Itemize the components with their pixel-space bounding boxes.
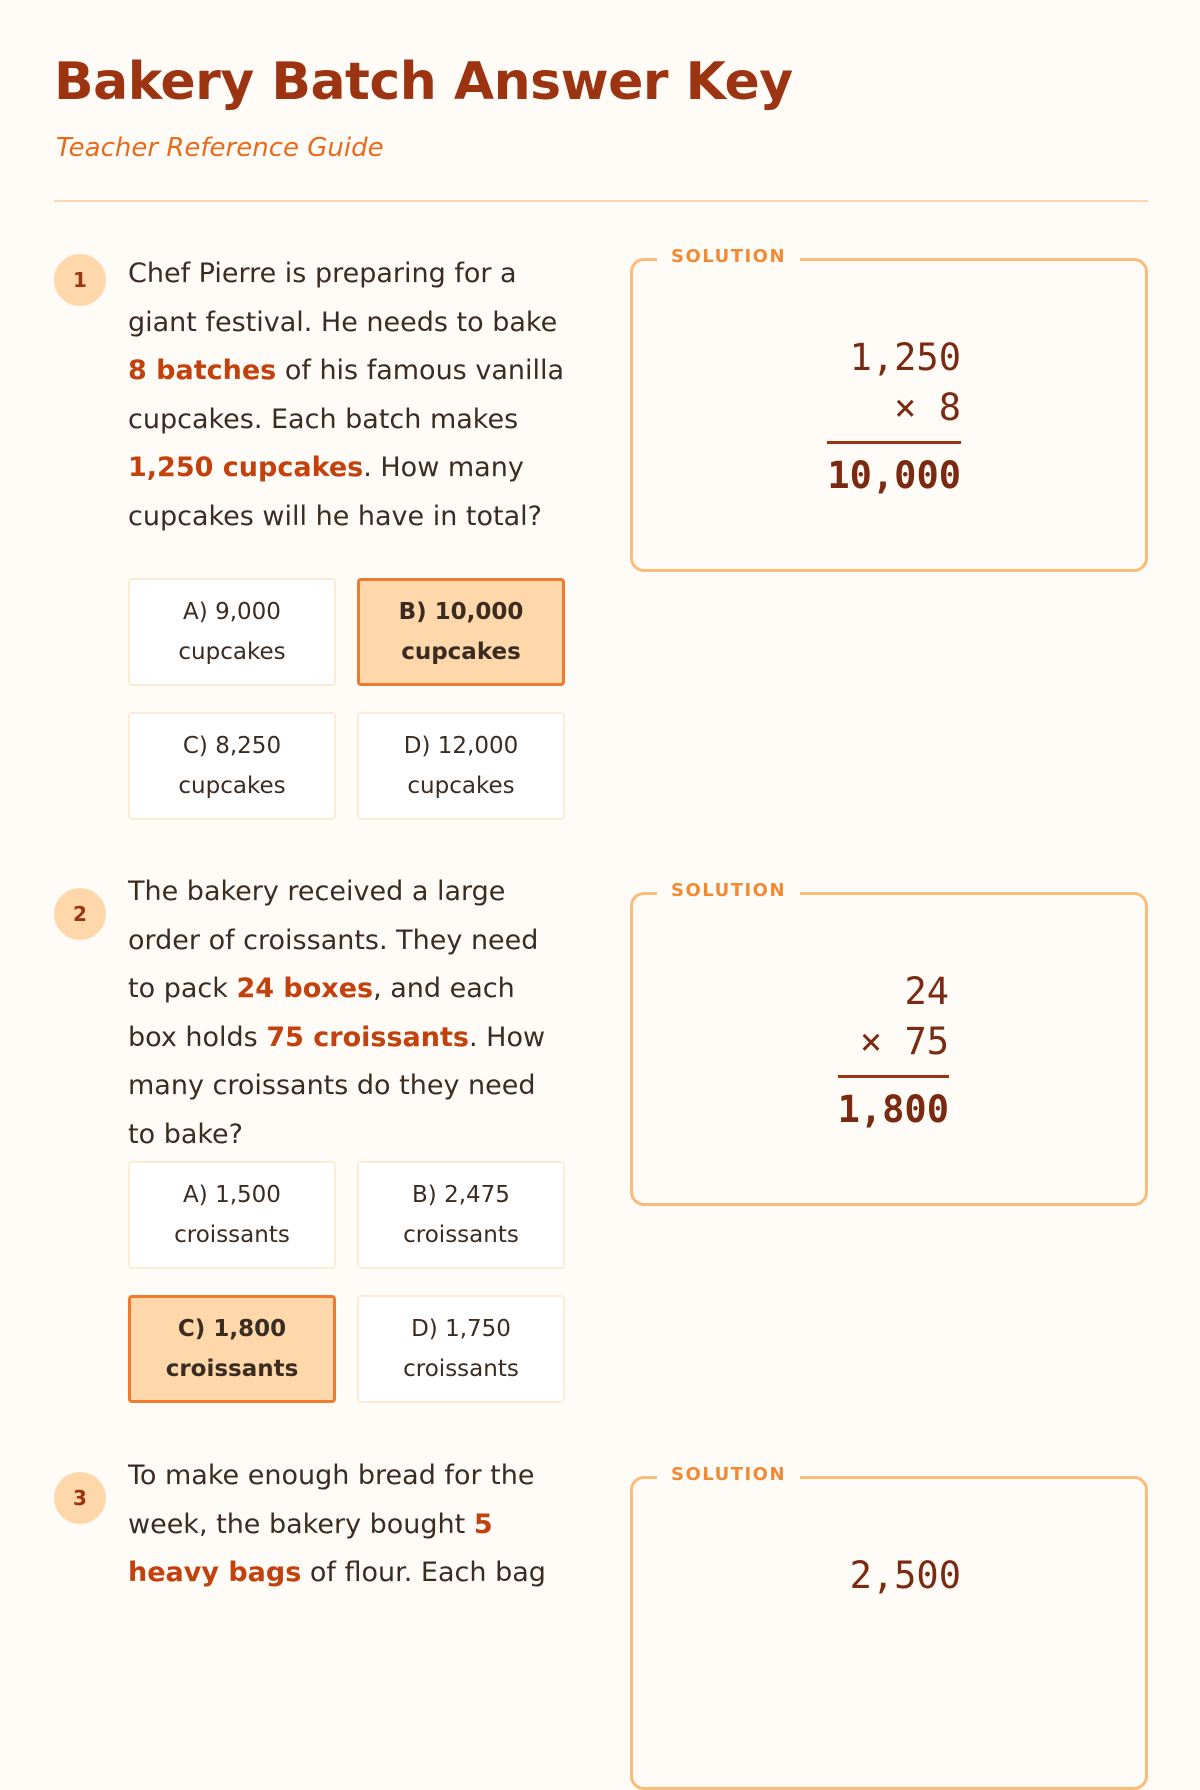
product-result: 10,000 xyxy=(827,454,961,497)
sum-line xyxy=(827,441,961,444)
highlight-quantity: 5 heavy bags xyxy=(128,1508,493,1588)
highlight-quantity: 75 croissants xyxy=(266,1021,469,1053)
question-text: Chef Pierre is preparing for a giant festival. He needs to bake 8 batches of his famous vanilla cupcakes. Each batch makes 1,250 cupcakes. How many cupcakes will he have in total? xyxy=(128,258,565,532)
multiplier-line: × 8 xyxy=(894,386,961,429)
page-title: Bakery Batch Answer Key xyxy=(54,52,793,112)
multiplier-line: × 75 xyxy=(859,1020,949,1063)
multiplicand: 2,500 xyxy=(849,1554,961,1597)
multiplication-work xyxy=(827,333,961,498)
option-b-correct[interactable]: B) 10,000 cupcakes xyxy=(357,578,565,686)
option-c[interactable]: C) 8,250 cupcakes xyxy=(128,712,336,820)
option-a[interactable]: A) 9,000 cupcakes xyxy=(128,578,336,686)
multiplicand: 24 xyxy=(904,970,949,1013)
option-b[interactable]: B) 2,475 croissants xyxy=(357,1161,565,1269)
multiplication-work xyxy=(850,1551,961,1601)
question-number-badge: 1 xyxy=(54,254,106,306)
option-a[interactable]: A) 1,500 croissants xyxy=(128,1161,336,1269)
question-text: The bakery received a large order of croissants. They need to pack 24 boxes, and each box holds 75 croissants. How many croissants do they need to bake? xyxy=(128,876,546,1150)
page-subtitle: Teacher Reference Guide xyxy=(56,133,384,163)
question-number-badge: 3 xyxy=(54,1472,106,1524)
solution-box xyxy=(630,880,1148,1206)
multiplication-work xyxy=(838,967,949,1132)
option-d[interactable]: D) 12,000 cupcakes xyxy=(357,712,565,820)
option-d[interactable]: D) 1,750 croissants xyxy=(357,1295,565,1403)
question-number-badge: 2 xyxy=(54,888,106,940)
question-text: To make enough bread for the week, the bakery bought 5 heavy bags of flour. Each bag xyxy=(128,1460,546,1588)
solution-label: SOLUTION xyxy=(657,246,800,267)
sum-line xyxy=(838,1075,949,1078)
highlight-quantity: 8 batches xyxy=(128,355,277,386)
solution-box xyxy=(630,1464,1148,1790)
product-result: 1,800 xyxy=(837,1088,949,1131)
solution-label: SOLUTION xyxy=(657,1464,800,1485)
header-divider xyxy=(54,200,1148,202)
highlight-quantity: 1,250 cupcakes xyxy=(128,452,364,483)
multiplicand: 1,250 xyxy=(849,336,961,379)
highlight-quantity: 24 boxes xyxy=(236,973,374,1004)
option-c-correct[interactable]: C) 1,800 croissants xyxy=(128,1295,336,1403)
solution-label: SOLUTION xyxy=(657,880,800,901)
solution-box xyxy=(630,246,1148,572)
